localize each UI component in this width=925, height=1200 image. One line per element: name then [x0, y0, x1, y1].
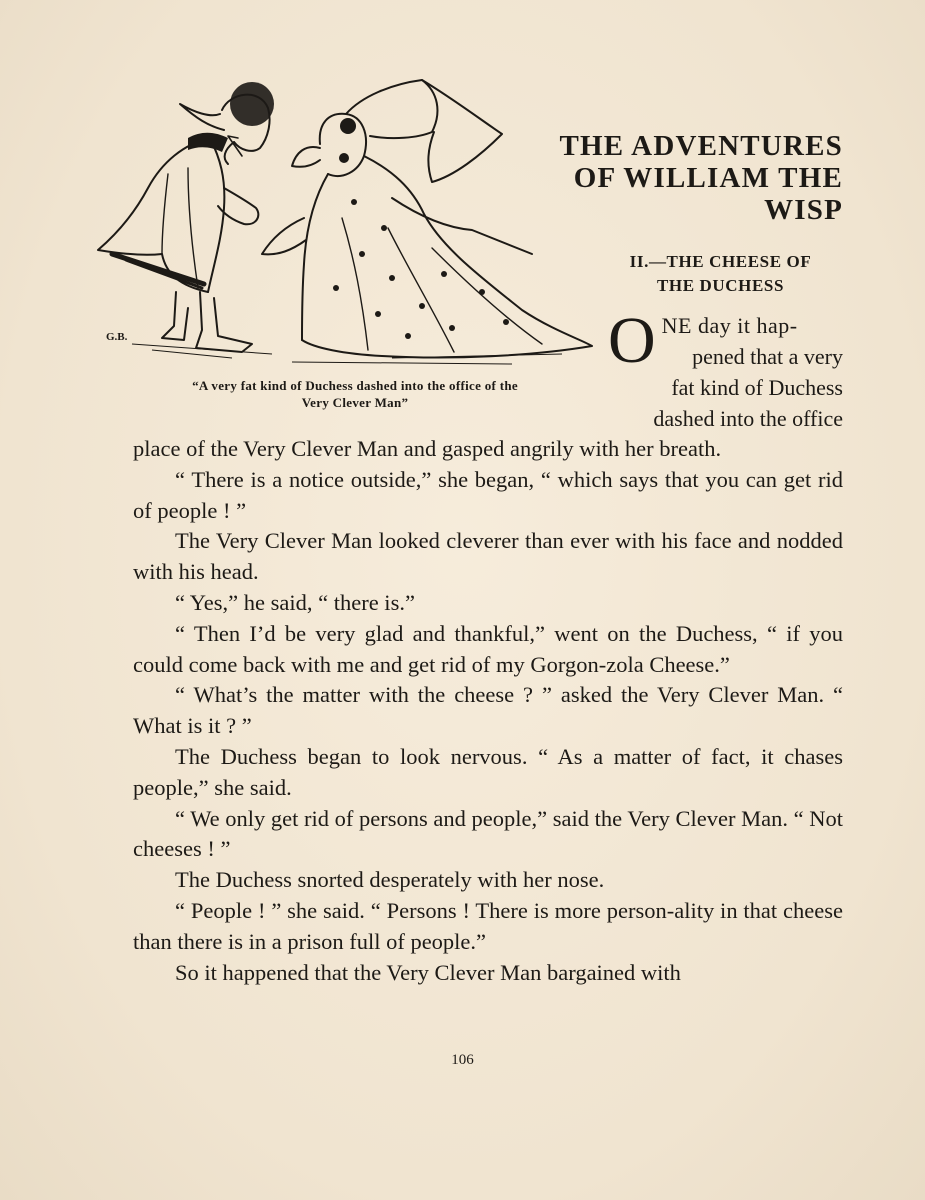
paragraph: The Very Clever Man looked cleverer than ever with his face and nodded with his head.: [133, 528, 843, 585]
title-line-2: OF WILLIAM THE: [573, 162, 843, 194]
title-line-3: WISP: [764, 194, 843, 226]
intro-line-2: pened that a very: [692, 344, 843, 369]
intro-paragraph: [608, 304, 843, 434]
paragraph: “ People ! ” she said. “ Persons ! There is more person-ality in that cheese than there is in a prison full of people.”: [133, 897, 843, 954]
paragraph: The Duchess snorted desperately with her nose.: [175, 867, 605, 893]
paragraph: place of the Very Clever Man and gasped angrily with her breath.: [133, 436, 722, 461]
paragraph: The Duchess began to look nervous. “ As a matter of fact, it chases people,” she said.: [133, 743, 843, 800]
page-number: 106: [451, 1052, 474, 1068]
caption-line-2: Very Clever Man”: [301, 395, 409, 410]
chapter-title: [505, 130, 843, 226]
chapter-subtitle: [598, 250, 843, 298]
body-text: [133, 434, 843, 988]
intro-line-1: NE day it hap-: [661, 313, 798, 338]
paragraph: So it happened that the Very Clever Man bargained with: [175, 959, 681, 985]
caption-line-1: “A very fat kind of Duchess dashed into the office of the: [192, 378, 518, 393]
subtitle-line-2: THE DUCHESS: [656, 276, 785, 295]
paragraph: “ There is a notice outside,” she began, “ which says that you can get rid of people ! ”: [133, 466, 843, 523]
subtitle-line-1: II.—THE CHEESE OF: [629, 252, 812, 271]
title-line-1: THE ADVENTURES: [559, 130, 843, 162]
paragraph: “ We only get rid of persons and people,” said the Very Clever Man. “ Not cheeses ! ”: [133, 805, 843, 862]
illustration-caption: [120, 377, 590, 411]
paragraph: “ Yes,” he said, “ there is.”: [175, 589, 415, 615]
drop-cap: O: [608, 304, 656, 377]
illustration-signature: G.B.: [106, 331, 128, 343]
paragraph: “ What’s the matter with the cheese ? ” asked the Very Clever Man. “ What is it ? ”: [133, 682, 843, 739]
intro-line-3: fat kind of Duchess: [671, 375, 843, 400]
intro-line-4: dashed into the office: [653, 406, 843, 431]
paragraph: “ Then I’d be very glad and thankful,” went on the Duchess, “ if you could come back with me and get rid of my Gorgon-zola Cheese.”: [133, 620, 843, 677]
